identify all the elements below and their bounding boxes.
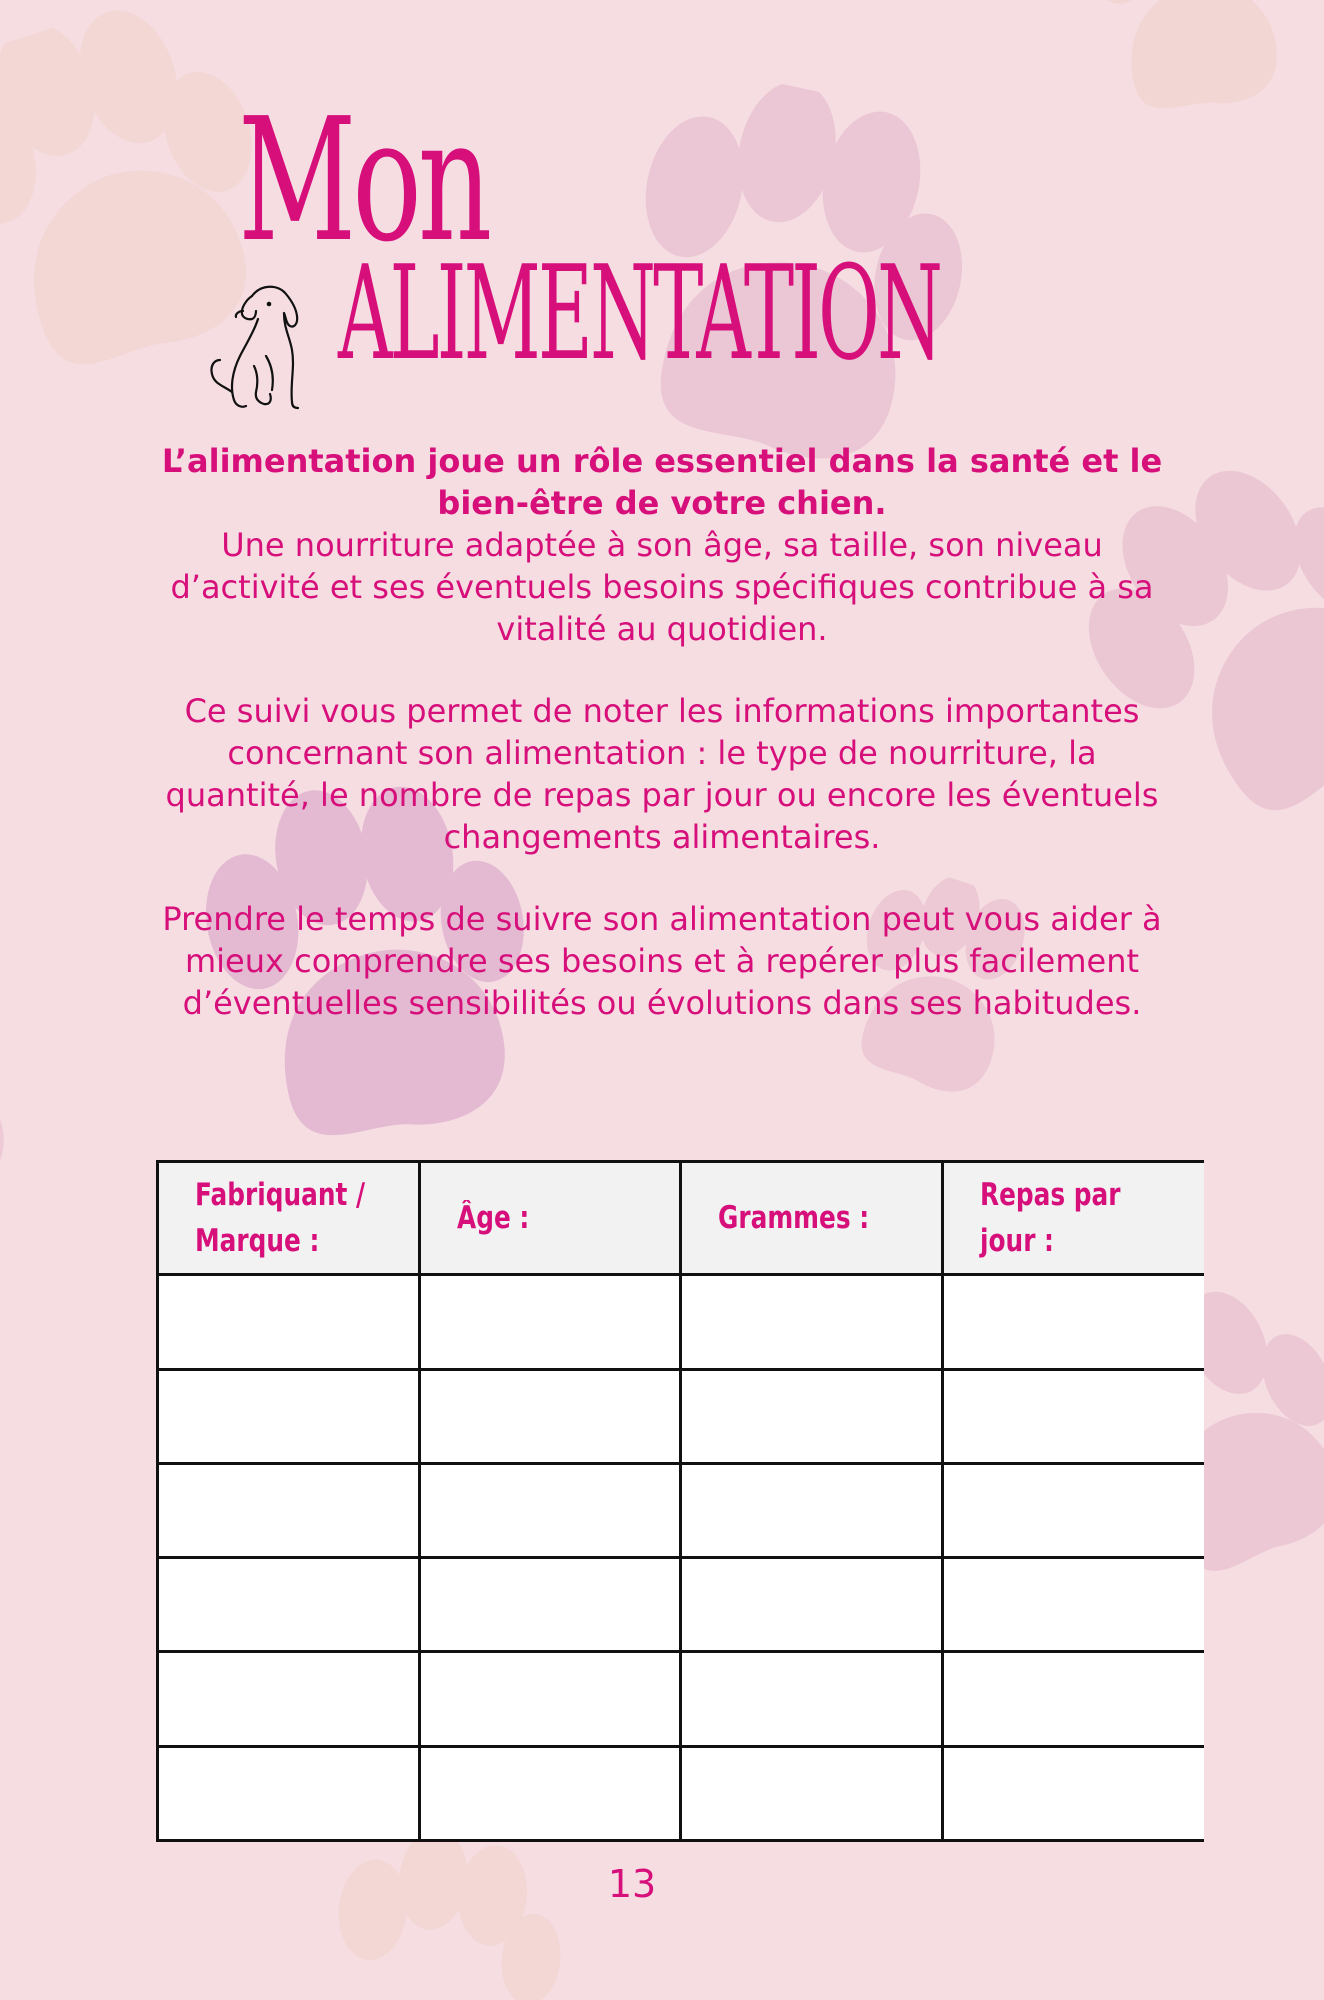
table-cell[interactable] — [681, 1652, 943, 1746]
page-number: 13 — [607, 1862, 657, 1906]
header-age: Âge : — [419, 1162, 681, 1275]
table-cell[interactable] — [158, 1369, 420, 1463]
table-cell[interactable] — [419, 1746, 681, 1840]
table-cell[interactable] — [942, 1463, 1204, 1557]
paragraph-gap — [155, 858, 1169, 898]
table-row — [158, 1746, 1205, 1840]
table-cell[interactable] — [158, 1275, 420, 1369]
intro-lead: L’alimentation joue un rôle essentiel dans la santé et le bien-être de votre chien. — [161, 442, 1163, 522]
table-row — [158, 1652, 1205, 1746]
table-cell[interactable] — [942, 1558, 1204, 1652]
table-row — [158, 1275, 1205, 1369]
feeding-log-table — [156, 1160, 1204, 1842]
table-cell[interactable] — [942, 1369, 1204, 1463]
table-cell[interactable] — [158, 1463, 420, 1557]
header-brand: Fabriquant / Marque : — [158, 1162, 420, 1275]
table-cell[interactable] — [419, 1275, 681, 1369]
table-cell[interactable] — [681, 1463, 943, 1557]
table-row — [158, 1463, 1205, 1557]
title-line-1: Mon — [238, 82, 489, 280]
table-row — [158, 1369, 1205, 1463]
feeding-table — [156, 1160, 1204, 1842]
intro-paragraph-2: Ce suivi vous permet de noter les informations importantes concernant son alimentation : le type de nourriture, la quantité, le nombre de repas par jour ou encore les éventuels changements alimentaires. — [165, 692, 1159, 856]
header-meals-per-day: Repas par jour : — [942, 1162, 1204, 1275]
paw-print-icon — [0, 1080, 30, 1200]
table-cell[interactable] — [942, 1275, 1204, 1369]
dog-outline-icon — [206, 274, 318, 414]
paw-print-icon — [237, 1821, 642, 2000]
table-cell[interactable] — [158, 1652, 420, 1746]
table-cell[interactable] — [681, 1558, 943, 1652]
table-cell[interactable] — [681, 1746, 943, 1840]
table-cell[interactable] — [681, 1275, 943, 1369]
paragraph-gap — [155, 650, 1169, 690]
table-cell[interactable] — [419, 1652, 681, 1746]
intro-text — [155, 440, 1169, 1024]
intro-paragraph-1: Une nourriture adaptée à son âge, sa taille, son niveau d’activité et ses éventuels besoins spécifiques contribue à sa vitalité au quotidien. — [170, 526, 1154, 648]
table-cell[interactable] — [419, 1369, 681, 1463]
intro-paragraph-3: Prendre le temps de suivre son alimentation peut vous aider à mieux comprendre ses besoins et à repérer plus facilement d’éventuelles sensibilités ou évolutions dans ses habitudes. — [162, 900, 1162, 1022]
table-cell[interactable] — [942, 1746, 1204, 1840]
table-row — [158, 1558, 1205, 1652]
table-header-row — [158, 1162, 1205, 1275]
table-cell[interactable] — [419, 1558, 681, 1652]
table-cell[interactable] — [158, 1746, 420, 1840]
page-header — [0, 0, 1324, 430]
table-cell[interactable] — [942, 1652, 1204, 1746]
table-cell[interactable] — [681, 1369, 943, 1463]
header-grams: Grammes : — [681, 1162, 943, 1275]
table-cell[interactable] — [158, 1558, 420, 1652]
table-cell[interactable] — [419, 1463, 681, 1557]
title-line-2: ALIMENTATION — [338, 237, 941, 389]
